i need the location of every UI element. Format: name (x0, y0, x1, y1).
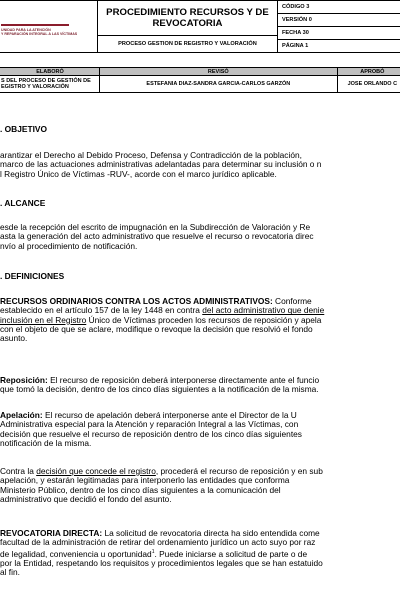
doc-version: VERSIÓN 0 (278, 14, 400, 27)
contra-text-1: Contra la (0, 467, 37, 476)
objetivo-paragraph (0, 151, 400, 179)
logo-line-2: Y REPARACIÓN INTEGRAL A LAS VÍCTIMAS (1, 32, 78, 37)
reviso-value: ESTEFANIA DIAZ-SANDRA GARCIA-CARLOS GARZÓN (100, 76, 338, 93)
logo-line-1: UNIDAD PARA LA ATENCIÓN (1, 28, 51, 32)
recursos-underlined-2: inclusión en el Registro (0, 314, 87, 325)
reposicion-text-2: que tomó la decisión, dentro de los cinco días siguientes a la notificación de la misma. (0, 384, 319, 395)
recursos-underlined-1: del acto administrativo que denie (202, 305, 325, 316)
document-header-table (0, 0, 400, 53)
contra-text-3: apelación, y estarán legitimadas para interponerlo las entidades que conforma (0, 475, 290, 486)
recursos-text-4: con el objeto de que se aclare, modifique o revoque la decisión que resolvió el fondo (0, 323, 313, 334)
objetivo-line-1: arantizar el Derecho al Debido Proceso, Defensa y Contradicción de la población, (0, 151, 302, 160)
title-cell (97, 1, 277, 53)
doc-code: CÓDIGO 3 (278, 1, 400, 14)
doc-page: PÁGINA 1 (281, 43, 309, 49)
revocatoria-paragraph (0, 529, 400, 577)
elaboro-label: ELABORÓ (0, 68, 100, 76)
reviso-label: REVISÓ (100, 68, 338, 76)
metadata-cell (277, 1, 400, 53)
recursos-text-1: Conforme (272, 297, 312, 306)
alcance-paragraph (0, 223, 400, 251)
aprobo-value: JOSE ORLANDO C (337, 76, 400, 93)
apelacion-text-2: Administrativa especial para la Atención y reparación Integral a las Víctimas, con (0, 419, 299, 430)
apelacion-paragraph (0, 411, 400, 448)
reposicion-paragraph (0, 376, 400, 395)
recursos-text-5: asunto. (0, 333, 28, 344)
recursos-paragraph (0, 297, 400, 343)
revocatoria-heading: REVOCATORIA DIRECTA: (0, 529, 103, 538)
process-name: PROCESO GESTION DE REGISTRO Y VALORACIÓN (118, 40, 257, 47)
section-definiciones-title: . DEFINICIONES (0, 271, 65, 281)
recursos-heading: RECURSOS ORDINARIOS CONTRA LOS ACTOS ADMINISTRATIVOS: (0, 297, 273, 306)
revocatoria-text-2: facultad de la administración de retirar del ordenamiento jurídico un acto suyo por raz (0, 537, 316, 548)
revocatoria-text-4: . Puede iniciarse a solicitud de parte o de (154, 548, 308, 559)
revocatoria-text-3: de legalidad, conveniencia u oportunidad (0, 548, 152, 559)
contra-text-4: Ministerio Público, dentro de los cinco días siguientes a la comunicación del (0, 484, 281, 495)
reposicion-text-1: El recurso de reposición deberá interponerse directamente ante el funcio (47, 376, 320, 385)
revocatoria-text-6: al fin. (0, 566, 20, 577)
logo-cell (0, 1, 97, 53)
alcance-line-2: asta la generación del acto administrativo que resuelve el recurso o revocatoria direc (0, 231, 314, 242)
aprobo-label: APROBÓ (337, 68, 400, 76)
document-title-line-1: PROCEDIMIENTO RECURSOS Y DE (106, 7, 269, 18)
document-title-line-2: REVOCATORIA (152, 18, 223, 29)
section-objetivo-title: . OBJETIVO (0, 124, 48, 134)
contra-underlined: decisión que concede el registro (36, 467, 156, 476)
logo-bar (1, 24, 69, 26)
objetivo-line-2: marco de las actuaciones administrativas adelantadas para determinar su inclusión o n (0, 159, 322, 170)
contra-text-5: administrativo que decidió el fondo del asunto. (0, 493, 172, 504)
recursos-text-3: Único de Víctimas proceden los recursos de reposición y apela (86, 314, 322, 325)
apelacion-text-3: decisión que resuelve el recurso de reposición dentro de los cinco días siguientes (0, 428, 302, 439)
apelacion-heading: Apelación: (0, 411, 43, 420)
elaboro-value-line-2: EGISTRO Y VALORACIÓN (1, 84, 69, 90)
elaboro-value (0, 76, 100, 93)
elaboro-value-line-1: S DEL PROCESO DE GESTIÓN DE (1, 77, 91, 84)
recursos-text-2: establecido en el artículo 157 de la ley 1448 en contra (0, 305, 203, 316)
apelacion-text-4: notificación de la misma. (0, 437, 92, 448)
footnote-marker[interactable]: 1 (151, 548, 155, 555)
document-title (106, 7, 269, 29)
signature-table (0, 67, 400, 93)
section-alcance-title: . ALCANCE (0, 198, 46, 208)
revocatoria-text-5: por la Entidad, respetando los requisitos y procedimientos legales que se han estatuido (0, 557, 323, 568)
apelacion-text-1: El recurso de apelación deberá interponerse ante el Director de la U (42, 411, 297, 420)
doc-date: FECHA 30 (278, 27, 400, 40)
alcance-line-3: nvío al procedimiento de notificación. (0, 240, 138, 251)
contra-paragraph (0, 467, 400, 504)
objetivo-line-3: l Registro Único de Víctimas -RUV-, acorde con el marco jurídico aplicable. (0, 168, 277, 179)
alcance-line-1: esde la recepción del escrito de impugnación en la Subdirección de Valoración y Re (0, 223, 311, 232)
entity-logo (1, 28, 77, 37)
reposicion-heading: Reposición: (0, 376, 48, 385)
revocatoria-text-1: La solicitud de revocatoria directa ha sido entendida come (102, 529, 320, 538)
contra-text-2: , procederá el recurso de reposición y en sub (155, 467, 323, 476)
